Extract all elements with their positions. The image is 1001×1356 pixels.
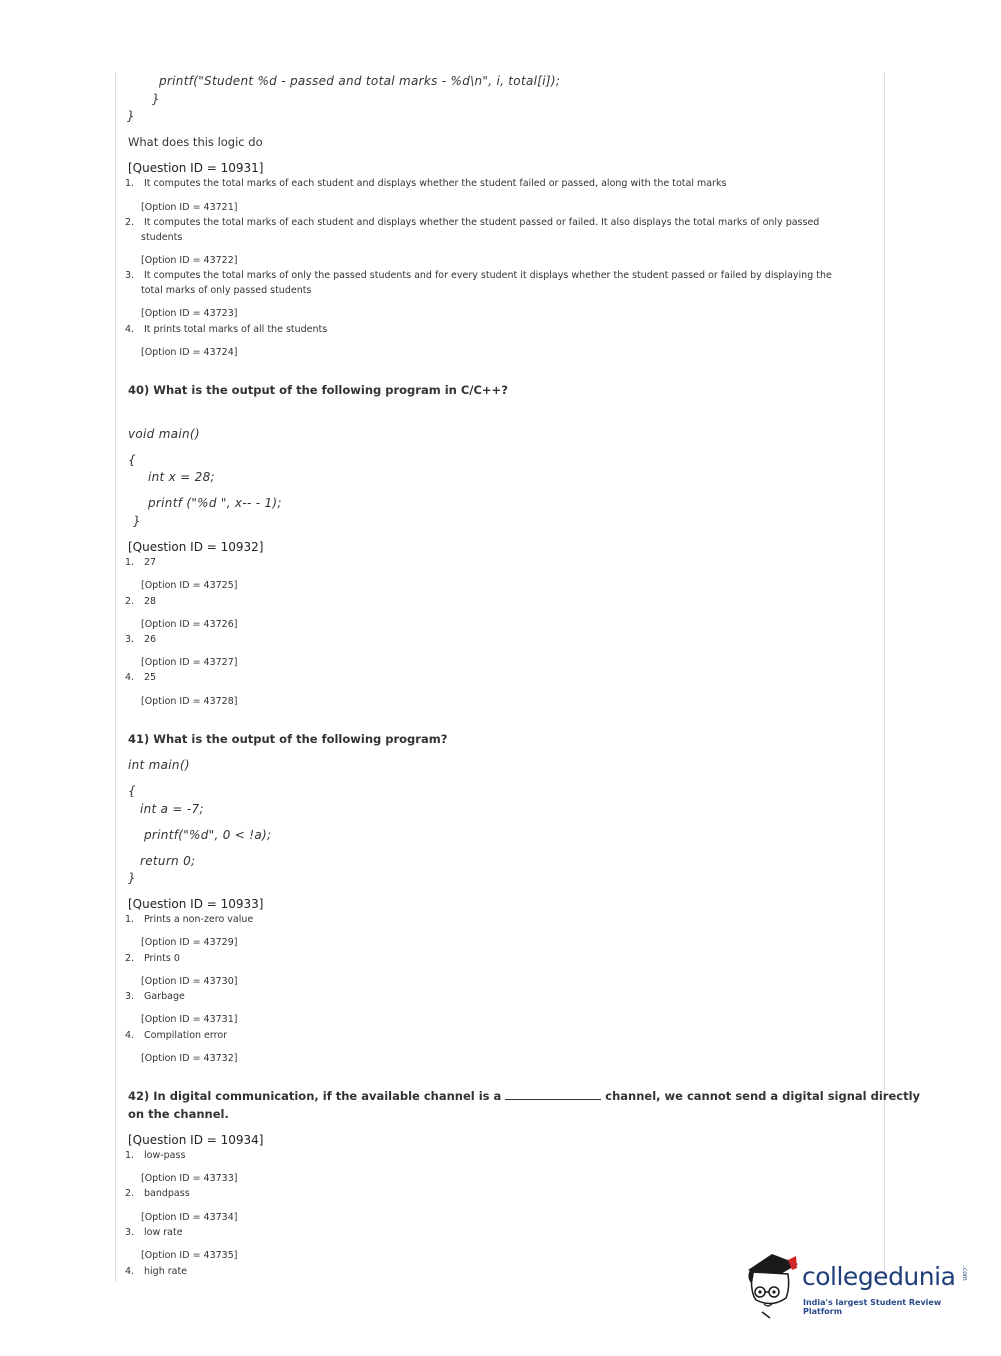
option-text: 26: [144, 634, 157, 645]
question-prompt: What does this logic do: [128, 135, 263, 149]
option-id: [Option ID = 43731]: [141, 1014, 238, 1025]
code-line: void main(): [128, 427, 200, 441]
option-number: 1.: [125, 914, 135, 925]
mascot-icon: [742, 1248, 802, 1320]
option-number: 3.: [125, 991, 135, 1002]
question-heading: 41) What is the output of the following program?: [128, 732, 448, 746]
option-text: Prints 0: [144, 953, 180, 964]
logo-tagline: India's largest Student Review Platform: [803, 1298, 942, 1316]
question-id: [Question ID = 10934]: [128, 1133, 264, 1147]
option-number: 3.: [125, 1227, 135, 1238]
question-heading: [128, 1089, 920, 1103]
question-id: [Question ID = 10933]: [128, 897, 264, 911]
option-number: 2.: [125, 217, 135, 228]
question-heading: 40) What is the output of the following program in C/C++?: [128, 383, 508, 397]
code-line: {: [128, 784, 136, 798]
option-number: 3.: [125, 270, 135, 281]
option-id: [Option ID = 43721]: [141, 202, 238, 213]
option-text: Prints a non-zero value: [144, 914, 254, 925]
code-line: printf("%d", 0 < !a);: [144, 828, 272, 842]
logo-wordmark: collegedunia: [802, 1262, 956, 1291]
option-id: [Option ID = 43732]: [141, 1053, 238, 1064]
option-number: 4.: [125, 1266, 135, 1277]
option-id: [Option ID = 43728]: [141, 696, 238, 707]
question-id: [Question ID = 10931]: [128, 161, 264, 175]
code-line: {: [128, 453, 136, 467]
option-text: low rate: [144, 1227, 183, 1238]
option-id: [Option ID = 43730]: [141, 976, 238, 987]
code-line: int a = -7;: [140, 802, 204, 816]
option-text: It computes the total marks of each student and displays whether the student failed or passed, along with the total marks: [144, 178, 727, 189]
option-number: 1.: [125, 178, 135, 189]
option-id: [Option ID = 43726]: [141, 619, 238, 630]
code-line: int x = 28;: [148, 470, 215, 484]
option-text: It computes the total marks of only the passed students and for every student it displays whether the student passed or failed by displaying the: [144, 270, 832, 281]
collegedunia-logo: [742, 1248, 972, 1320]
logo-domain: .com: [961, 1266, 968, 1281]
question-heading-continued: on the channel.: [128, 1107, 229, 1121]
question-heading-part: 42) In digital communication, if the available channel is a: [128, 1089, 502, 1103]
option-text: bandpass: [144, 1188, 190, 1199]
question-heading-part: channel, we cannot send a digital signal directly: [605, 1089, 921, 1103]
option-id: [Option ID = 43735]: [141, 1250, 238, 1261]
code-line: }: [152, 92, 160, 106]
option-id: [Option ID = 43727]: [141, 657, 238, 668]
option-number: 4.: [125, 1030, 135, 1041]
option-id: [Option ID = 43729]: [141, 937, 238, 948]
option-id: [Option ID = 43733]: [141, 1173, 238, 1184]
option-number: 2.: [125, 1188, 135, 1199]
option-text: high rate: [144, 1266, 188, 1277]
code-line: return 0;: [140, 854, 196, 868]
left-margin-rule: [115, 72, 116, 1282]
option-id: [Option ID = 43724]: [141, 347, 238, 358]
option-id: [Option ID = 43734]: [141, 1212, 238, 1223]
code-line: }: [128, 871, 136, 885]
code-line: int main(): [128, 758, 190, 772]
option-number: 2.: [125, 953, 135, 964]
code-line: }: [127, 109, 135, 123]
option-text: It computes the total marks of each student and displays whether the student passed or failed. It also displays the total marks of only passed: [144, 217, 820, 228]
option-text: Garbage: [144, 991, 185, 1002]
option-number: 4.: [125, 324, 135, 335]
code-line: }: [133, 514, 141, 528]
question-id: [Question ID = 10932]: [128, 540, 264, 554]
option-number: 4.: [125, 672, 135, 683]
option-text: 28: [144, 596, 157, 607]
option-number: 1.: [125, 557, 135, 568]
option-text: It prints total marks of all the students: [144, 324, 328, 335]
code-line: printf("Student %d - passed and total marks - %d\n", i, total[i]);: [159, 74, 561, 88]
option-text: low-pass: [144, 1150, 186, 1161]
code-line: printf ("%d ", x-- - 1);: [148, 496, 282, 510]
option-number: 3.: [125, 634, 135, 645]
option-number: 2.: [125, 596, 135, 607]
option-text-continued: students: [141, 232, 183, 243]
option-text: Compilation error: [144, 1030, 228, 1041]
option-id: [Option ID = 43725]: [141, 580, 238, 591]
option-id: [Option ID = 43723]: [141, 308, 238, 319]
option-number: 1.: [125, 1150, 135, 1161]
option-text: 27: [144, 557, 157, 568]
option-text-continued: total marks of only passed students: [141, 285, 312, 296]
option-text: 25: [144, 672, 157, 683]
fill-in-blank: [505, 1098, 601, 1100]
option-id: [Option ID = 43722]: [141, 255, 238, 266]
